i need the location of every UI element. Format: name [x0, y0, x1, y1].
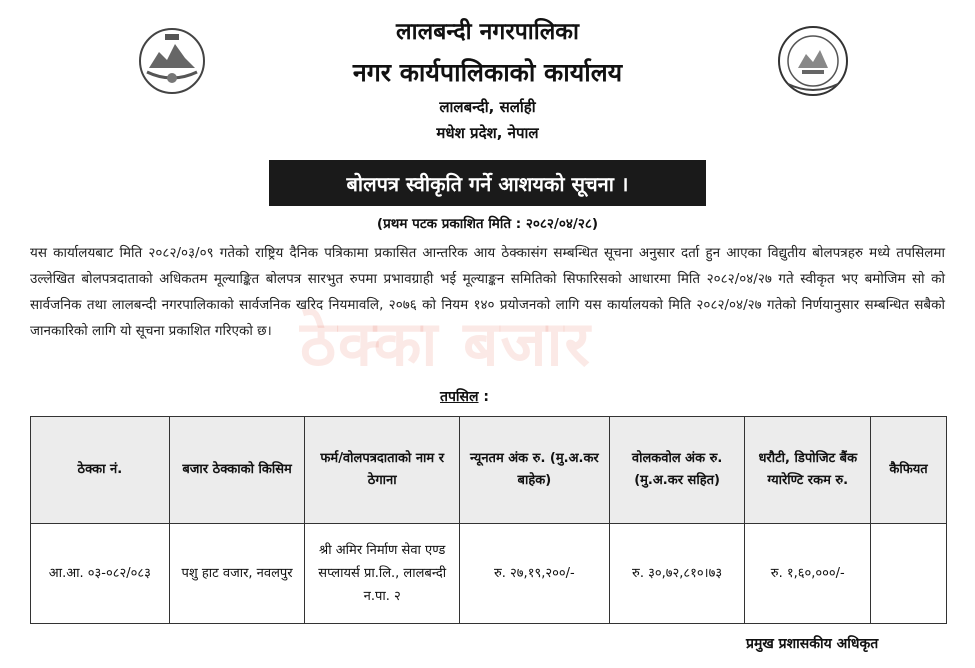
office-name: नगर कार्यपालिकाको कार्यालय [352, 58, 623, 87]
province-country: मधेश प्रदेश, नेपाल [436, 124, 539, 142]
header-deposit-amount: धरौटी, डिपोजिट बैंक ग्यारेण्टि रकम रु. [745, 417, 871, 524]
header-minimum-amount: न्यूनतम अंक रु. (मु.अ.कर बाहेक) [460, 417, 610, 524]
header-market-type: बजार ठेक्काको किसिम [169, 417, 305, 524]
schedule-heading-text: तपसिल [440, 389, 479, 405]
cell-deposit: रु. १,६०,०००/- [745, 524, 871, 624]
tender-table [30, 416, 947, 624]
office-address: लालबन्दी, सर्लाही [439, 98, 536, 116]
watermark: ठेक्का बजार [300, 307, 592, 380]
table-header-row [31, 417, 947, 524]
header-bid-amount: वोलकवोल अंक रु. (मु.अ.कर सहित) [609, 417, 745, 524]
signatory-title: प्रमुख प्रशासकीय अधिकृत [746, 636, 879, 652]
cell-bid-amount: रु. ३०,७२,८१०।७३ [609, 524, 745, 624]
cell-minimum-amount: रु. २७,१९,२००/- [460, 524, 610, 624]
cell-firm: श्री अमिर निर्माण सेवा एण्ड सप्लायर्स प्रा.लि., लालबन्दी न.पा. २ [305, 524, 460, 624]
table-row [31, 524, 947, 624]
municipality-name: लालबन्दी नगरपालिका [396, 19, 579, 45]
schedule-heading [440, 387, 489, 406]
published-date-line: (प्रथम पटक प्रकाशित मिति : २०८२/०४/२८) [376, 216, 599, 232]
header-contract-no: ठेक्का नं. [31, 417, 170, 524]
cell-remarks [871, 524, 947, 624]
header-remarks: कैफियत [871, 417, 947, 524]
notice-title [269, 160, 706, 206]
notice-body-paragraph: यस कार्यालयबाट मिति २०८२/०३/०९ गतेको राष्ट्रिय दैनिक पत्रिकामा प्रकासित आन्तरिक आय ठेक्कासंग सम्बन्धित सूचना अनुसार दर्ता हुन आएका विद्युतीय बोलपत्रहरु मध्ये तपसिलमा उल्लेखित बोलपत्रदाताको अधिकतम मूल्याङ्कित बोलपत्र सारभुत रुपमा प्रभावग्राही भई मूल्याङ्कन समितिको सिफारिसको आधारमा मिति २०८२/०४/२७ गते स्वीकृत भए बमोजिम सो को सार्वजनिक तथा लालबन्दी नगरपालिकाको सार्वजनिक खरिद नियमावलि, २०७६ को नियम १४० प्रयोजनको लागि यस कार्यालयको मिति २०८२/०४/२७ गतेको निर्णयानुसार सम्बन्धित सबैको जानकारिको लागि यो सूचना प्रकाशित गरिएको छ। [30, 245, 945, 339]
header-firm-name-address: फर्म/वोलपत्रदाताको नाम र ठेगाना [305, 417, 460, 524]
cell-contract-no: आ.आ. ०३-०८२/०८३ [31, 524, 170, 624]
notice-title-text: बोलपत्र स्वीकृति गर्ने आशयको सूचना । [346, 171, 629, 196]
schedule-heading-colon: : [478, 389, 489, 405]
cell-market-type: पशु हाट वजार, नवलपुर [169, 524, 305, 624]
